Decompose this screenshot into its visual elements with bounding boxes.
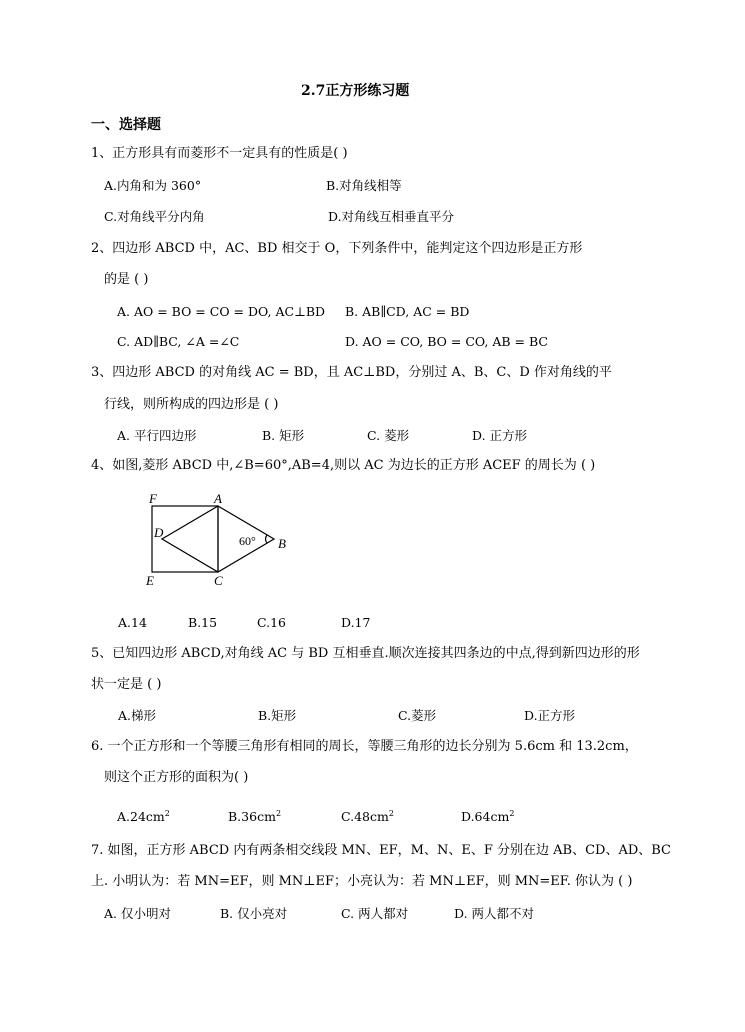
question-6-option-c <box>341 806 394 825</box>
question-1-option-d: D.对角线互相垂直平分 <box>328 209 455 224</box>
angle-label: 60° <box>239 534 256 548</box>
option-c-value: C.48 <box>341 809 370 824</box>
exponent-text: 2 <box>388 809 394 818</box>
question-5-stem-line-2: 状一定是 ( ) <box>91 677 162 692</box>
label-c: C <box>214 573 223 588</box>
label-d: D <box>154 525 164 540</box>
question-4-option-d: D.17 <box>341 615 371 630</box>
question-7-stem-line-2: 上. 小明认为：若 MN=EF，则 MN⊥EF；小亮认为：若 MN⊥EF，则 MN=EF. 你认为 ( ) <box>91 874 633 889</box>
label-b: B <box>278 536 286 551</box>
question-1-stem: 1、正方形具有而菱形不一定具有的性质是( ) <box>91 146 348 161</box>
angle-b-arc <box>266 535 268 543</box>
question-7-option-b: B. 仅小亮对 <box>220 906 288 921</box>
rhombus-square-figure <box>140 488 300 598</box>
question-5-option-d: D.正方形 <box>524 708 576 723</box>
label-e: E <box>146 573 154 588</box>
question-2-option-a: A. AO = BO = CO = DO, AC⊥BD <box>117 304 326 319</box>
question-2-option-b: B. AB∥CD, AC = BD <box>345 304 470 319</box>
question-4-option-a: A.14 <box>118 615 147 630</box>
question-4-stem: 4、如图,菱形 ABCD 中,∠B=60°,AB=4,则以 AC 为边长的正方形 ACEF 的周长为 ( ) <box>91 458 596 473</box>
label-f: F <box>149 491 157 506</box>
unit-text: cm <box>370 809 389 824</box>
question-3-stem-line-1: 3、四边形 ABCD 的对角线 AC = BD，且 AC⊥BD，分别过 A、B、C、D 作对角线的平 <box>91 365 612 380</box>
exponent-text: 2 <box>164 809 170 818</box>
question-4-option-b: B.15 <box>188 615 218 630</box>
unit-text: cm <box>257 809 276 824</box>
question-2-option-c: C. AD∥BC, ∠A =∠C <box>117 334 240 349</box>
option-b-value: B.36 <box>228 809 258 824</box>
question-3-option-c: C. 菱形 <box>367 428 410 443</box>
question-5-option-b: B.矩形 <box>258 708 297 723</box>
section-heading: 一、选择题 <box>91 117 161 133</box>
question-4-option-c: C.16 <box>257 615 286 630</box>
question-3-option-b: B. 矩形 <box>262 428 305 443</box>
question-3-option-a: A. 平行四边形 <box>117 428 197 443</box>
question-5-option-c: C.菱形 <box>398 708 437 723</box>
question-7-option-c: C. 两人都对 <box>341 906 409 921</box>
question-3-stem-line-2: 行线，则所构成的四边形是 ( ) <box>104 397 279 412</box>
question-1-option-b: B.对角线相等 <box>326 178 402 193</box>
unit-text: cm <box>145 809 165 824</box>
question-6-option-a <box>117 806 170 825</box>
exponent-text: 2 <box>509 809 515 818</box>
unit-text: cm <box>490 809 510 824</box>
question-7-stem-line-1: 7. 如图，正方形 ABCD 内有两条相交线段 MN、EF，M、N、E、F 分别在边 AB、CD、AD、BC <box>91 843 672 858</box>
question-7-option-a: A. 仅小明对 <box>104 906 171 921</box>
question-6-stem-line-1: 6. 一个正方形和一个等腰三角形有相同的周长，等腰三角形的边长分别为 5.6cm 和 13.2cm， <box>91 739 638 754</box>
option-a-value: A.24 <box>117 809 146 824</box>
question-2-stem-line-1: 2、四边形 ABCD 中，AC、BD 相交于 O，下列条件中，能判定这个四边形是正方形 <box>91 241 583 256</box>
question-6-option-b <box>228 806 281 825</box>
exponent-text: 2 <box>275 809 282 818</box>
question-6-option-d <box>461 806 514 825</box>
label-a: A <box>214 491 222 506</box>
question-2-option-d: D. AO = CO, BO = CO, AB = BC <box>345 334 548 349</box>
page-title: 2.7正方形练习题 <box>301 83 410 99</box>
option-d-value: D.64 <box>461 809 491 824</box>
question-5-stem-line-1: 5、已知四边形 ABCD,对角线 AC 与 BD 互相垂直.顺次连接其四条边的中点,得到新四边形的形 <box>91 646 640 661</box>
question-7-option-d: D. 两人都不对 <box>454 906 535 921</box>
question-3-option-d: D. 正方形 <box>472 428 528 443</box>
question-1-option-c: C.对角线平分内角 <box>104 209 205 224</box>
question-2-stem-line-2: 的是 ( ) <box>104 272 149 287</box>
question-5-option-a: A.梯形 <box>118 708 157 723</box>
question-6-stem-line-2: 则这个正方形的面积为( ) <box>104 770 249 785</box>
question-1-option-a: A.内角和为 360° <box>104 178 202 193</box>
